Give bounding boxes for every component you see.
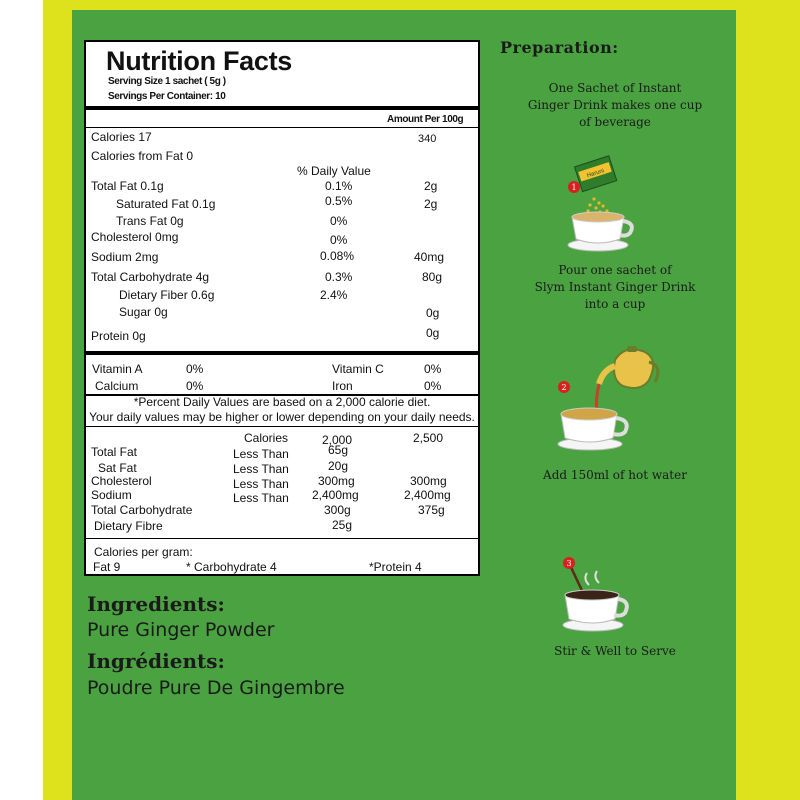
ref-value: 300mg — [410, 474, 447, 488]
nutrient-per100: 80g — [422, 270, 443, 284]
nutrient-dv: 0.5% — [325, 194, 353, 208]
vitamin-value: 0% — [424, 379, 442, 393]
nutrient-per100: 0g — [426, 306, 440, 320]
nutrient-label: Total Carbohydrate 4g — [91, 270, 210, 284]
step-number: 1 — [571, 183, 577, 192]
divider — [86, 351, 478, 355]
divider — [86, 106, 478, 110]
nutrition-facts-panel — [84, 40, 480, 576]
preparation-title: Preparation: — [500, 38, 619, 57]
ref-value: 25g — [332, 518, 353, 532]
step-2-text: Add 150ml of hot water — [543, 468, 687, 482]
ref-label: Dietary Fibre — [94, 519, 163, 533]
amount-header: Amount Per 100g — [387, 114, 464, 125]
nutrient-dv: 0.3% — [325, 270, 353, 284]
ref-value: 300mg — [318, 474, 355, 488]
vitamin-value: 0% — [186, 362, 204, 376]
dv-header: % Daily Value — [297, 164, 371, 178]
divider — [86, 538, 478, 539]
ref-label: Total Carbohydrate — [91, 503, 193, 517]
nutrient-label: Dietary Fiber 0.6g — [119, 288, 215, 302]
vitamin-name: Iron — [332, 379, 353, 393]
ref-label: Cholesterol — [91, 474, 152, 488]
ref-value: 300g — [324, 503, 351, 517]
servings-per-container: Servings Per Container: 10 — [108, 91, 226, 102]
divider — [86, 426, 478, 427]
fat-per-gram: Fat 9 — [93, 560, 121, 574]
ref-limit: Less Than — [233, 491, 289, 505]
calories-per100: 340 — [418, 133, 437, 145]
ref-value: 65g — [328, 443, 349, 457]
ref-limit: Less Than — [233, 477, 289, 491]
nutrient-label: Sugar 0g — [119, 305, 168, 319]
nutrient-dv: 0.08% — [320, 249, 355, 263]
vitamin-value: 0% — [424, 362, 442, 376]
ingredients-text-fr: Poudre Pure De Gingembre — [87, 677, 345, 699]
nutrient-per100: 0g — [426, 326, 440, 340]
nutrient-dv: 0.1% — [325, 179, 353, 193]
sachet-label: Haruni — [586, 168, 605, 180]
calories-from-fat: Calories from Fat 0 — [91, 149, 194, 163]
nutrient-label: Cholesterol 0mg — [91, 230, 179, 244]
calories-per-gram: Calories per gram: — [94, 545, 193, 559]
vitamin-name: Vitamin C — [332, 362, 384, 376]
nutrient-label: Trans Fat 0g — [116, 214, 184, 228]
nutrient-label: Total Fat 0.1g — [91, 179, 164, 193]
ref-calories-header: Calories — [244, 431, 289, 445]
nutrient-dv: 2.4% — [320, 288, 348, 302]
vitamin-value: 0% — [186, 379, 204, 393]
nutrient-dv: 0% — [330, 233, 348, 247]
vitamin-name: Calcium — [95, 379, 139, 393]
footnote-line2: Your daily values may be higher or lower depending on your daily needs. — [89, 410, 475, 424]
nutrition-title: Nutrition Facts — [106, 46, 293, 76]
vitamin-name: Vitamin A — [92, 362, 143, 376]
nutrient-per100: 2g — [424, 179, 438, 193]
ref-2500-header: 2,500 — [413, 431, 444, 445]
protein-per-gram: *Protein 4 — [369, 560, 422, 574]
kettle-cup-icon — [555, 340, 665, 455]
ref-value: 2,400mg — [312, 488, 359, 502]
sachet-cup-icon — [560, 155, 640, 255]
nutrient-label: Saturated Fat 0.1g — [116, 197, 216, 211]
ingredients-title-en: Ingredients: — [87, 592, 225, 616]
nutrient-dv: 0% — [330, 214, 348, 228]
nutrient-per100: 40mg — [414, 250, 445, 264]
ingredients-text-en: Pure Ginger Powder — [87, 619, 275, 641]
step-number: 3 — [566, 559, 572, 568]
ref-value: 375g — [418, 503, 445, 517]
ref-label: Sat Fat — [98, 461, 137, 475]
ref-value: 20g — [328, 459, 349, 473]
calories-label: Calories 17 — [91, 130, 152, 144]
ref-limit: Less Than — [233, 447, 289, 461]
footnote-line1: *Percent Daily Values are based on a 2,000 calorie diet. — [133, 395, 431, 409]
ingredients-title-fr: Ingrédients: — [87, 649, 225, 673]
ref-value: 2,400mg — [404, 488, 451, 502]
step-3-text: Stir & Well to Serve — [554, 644, 676, 658]
carb-per-gram: * Carbohydrate 4 — [186, 560, 277, 574]
serving-size: Serving Size 1 sachet ( 5g ) — [108, 76, 226, 87]
nutrient-per100: 2g — [424, 197, 438, 211]
nutrient-label: Protein 0g — [91, 329, 146, 343]
preparation-intro: One Sachet of Instant Ginger Drink makes one cup of beverage — [527, 81, 703, 129]
step-1-text: Pour one sachet of Slym Instant Ginger Drink into a cup — [534, 263, 696, 311]
ref-2000-header: 2,000 — [322, 433, 353, 447]
step-number: 2 — [561, 383, 567, 392]
ref-limit: Less Than — [233, 462, 289, 476]
divider — [86, 127, 478, 128]
nutrient-label: Sodium 2mg — [91, 250, 159, 264]
ref-label: Total Fat — [91, 445, 138, 459]
stir-cup-icon — [555, 555, 635, 635]
ref-label: Sodium — [91, 488, 132, 502]
